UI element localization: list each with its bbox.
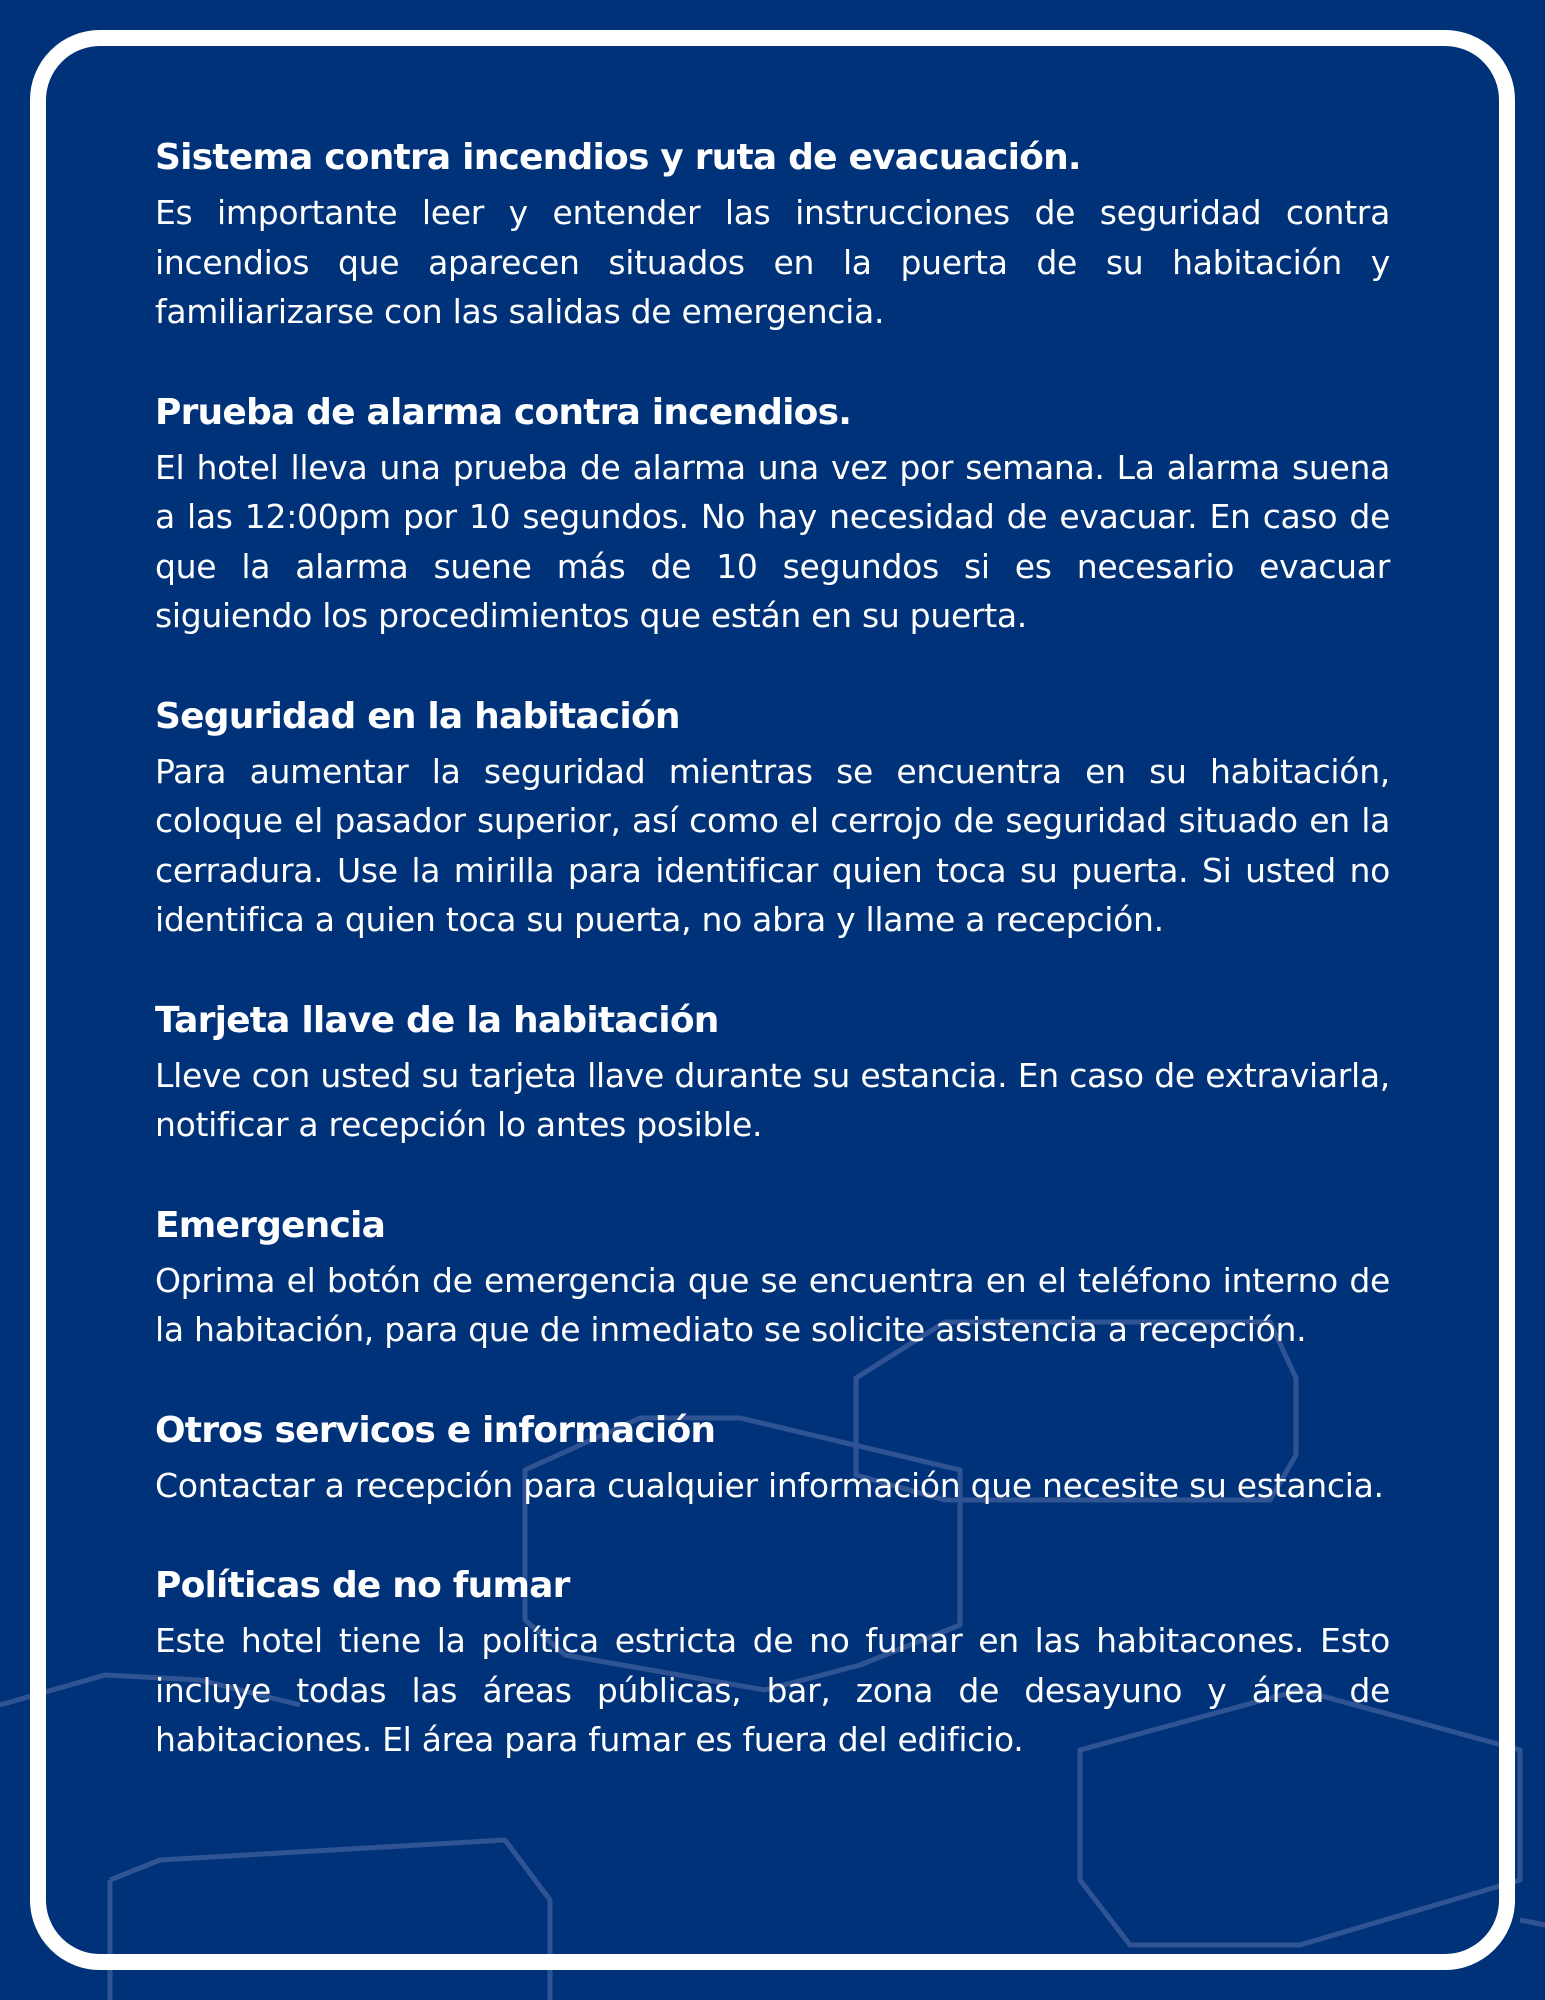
section-heading: Emergencia [155, 1204, 386, 1246]
section-other-services [155, 1405, 1390, 1511]
section-body: Contactar a recepción para cualquier información que necesite su estancia. [155, 1465, 1384, 1505]
section-heading: Tarjeta llave de la habitación [155, 999, 719, 1041]
section-alarm-test [155, 387, 1390, 641]
section-body: Para aumentar la seguridad mientras se encuentra en su habitación, coloque el pasador superior, así como el cerrojo de seguridad situado en la cerradura. Use la mirilla para identificar quien toca su puerta. Si usted no identifica a quien toca su puerta, no abra y llame a recepción. [155, 751, 1390, 939]
section-body: Es importante leer y entender las instrucciones de seguridad contra incendios que aparecen situados en la puerta de su habitación y familiarizarse con las salidas de emergencia. [155, 193, 1390, 331]
section-heading: Otros servicos e información [155, 1409, 716, 1451]
section-heading: Prueba de alarma contra incendios. [155, 391, 852, 433]
section-body: Lleve con usted su tarjeta llave durante su estancia. En caso de extraviarla, notificar a recepción lo antes posible. [155, 1055, 1390, 1144]
section-body: El hotel lleva una prueba de alarma una vez por semana. La alarma suena a las 12:00pm por 10 segundos. No hay necesidad de evacuar. En caso de que la alarma suene más de 10 segundos si es necesario evacuar siguiendo los procedimientos que están en su puerta. [155, 447, 1390, 635]
hexagon-shape [1520, 1920, 1545, 1925]
section-heading: Seguridad en la habitación [155, 695, 680, 737]
section-key-card [155, 995, 1390, 1150]
section-body: Este hotel tiene la política estricta de no fumar en las habitacones. Esto incluye todas las áreas públicas, bar, zona de desayuno y área de habitaciones. El área para fumar es fuera del edificio. [155, 1621, 1390, 1759]
section-fire-system [155, 132, 1390, 337]
section-no-smoking [155, 1560, 1390, 1765]
section-heading: Sistema contra incendios y ruta de evacuación. [155, 137, 1081, 178]
information-sheet [155, 132, 1390, 1815]
section-emergency [155, 1200, 1390, 1355]
section-body: Oprima el botón de emergencia que se encuentra en el teléfono interno de la habitación, para que de inmediato se solicite asistencia a recepción. [155, 1260, 1390, 1349]
section-heading: Políticas de no fumar [155, 1565, 570, 1606]
section-room-security [155, 691, 1390, 945]
